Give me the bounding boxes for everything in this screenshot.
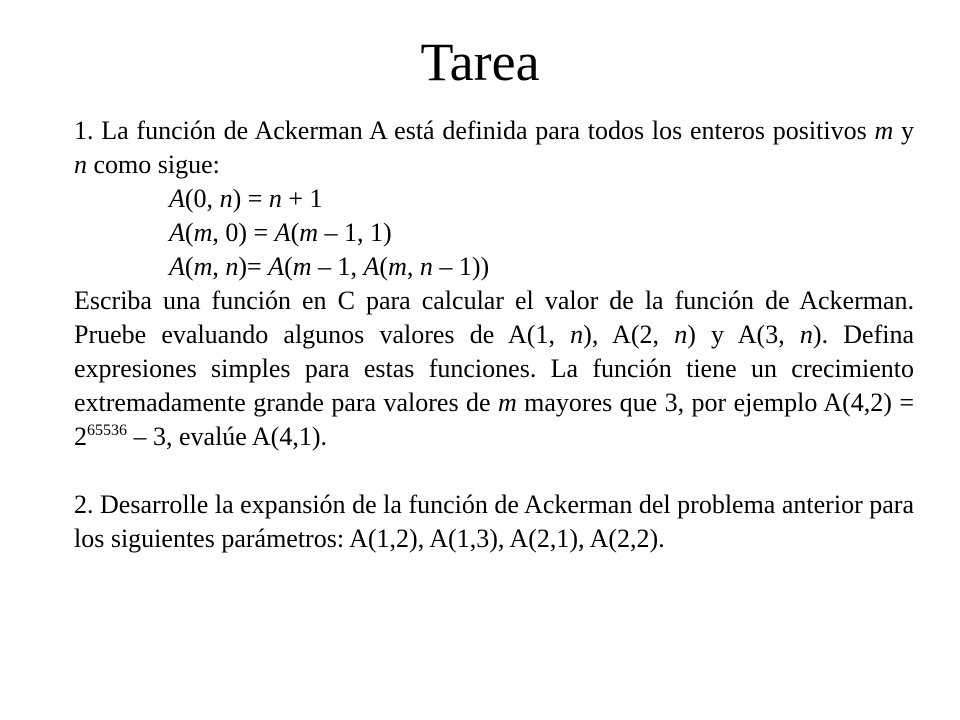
- var-m: m: [497, 388, 517, 417]
- body-text: ). Defina expresiones simples para estas funciones. La función tiene un crecimiento extremadamente grande para valores de: [74, 320, 914, 417]
- var-n: n: [74, 150, 87, 179]
- exponent: 65536: [87, 422, 127, 439]
- problem-1-body: [74, 284, 914, 454]
- formula-general: A(m, n)= A(m – 1, A(m, n – 1)): [169, 252, 490, 281]
- body-text: Escriba una función en C para calcular el valor de la función de Ackerman. Pruebe evaluando algunos valores de A(1,: [74, 286, 914, 349]
- slide-content: [74, 114, 914, 556]
- body-text: mayores que 3, por ejemplo A(4,2) = 2: [74, 388, 914, 451]
- var-n: n: [674, 320, 688, 349]
- intro-text: 1. La función de Ackerman A está definida para todos los enteros positivos: [74, 116, 875, 145]
- intro-text: y: [893, 116, 915, 145]
- problem-1-intro: [74, 114, 914, 182]
- body-text: ), A(2,: [583, 320, 675, 349]
- var-m: m: [874, 116, 894, 145]
- body-text: – 3, evalúe A(4,1).: [127, 422, 328, 451]
- problem-2: 2. Desarrolle la expansión de la función de Ackerman del problema anterior para los siguientes parámetros: A(1,2), A(1,3), A(2,1), A(2,2).: [74, 490, 914, 553]
- formula-base-case: A(0, n) = n + 1: [169, 184, 323, 213]
- intro-text: como sigue:: [87, 150, 220, 179]
- body-text: ) y A(3,: [687, 320, 800, 349]
- slide-title: Tarea: [420, 32, 540, 92]
- paragraph-spacer: [74, 454, 914, 488]
- var-n: n: [570, 320, 584, 349]
- var-n: n: [799, 320, 813, 349]
- formula-m-zero: A(m, 0) = A(m – 1, 1): [169, 218, 392, 247]
